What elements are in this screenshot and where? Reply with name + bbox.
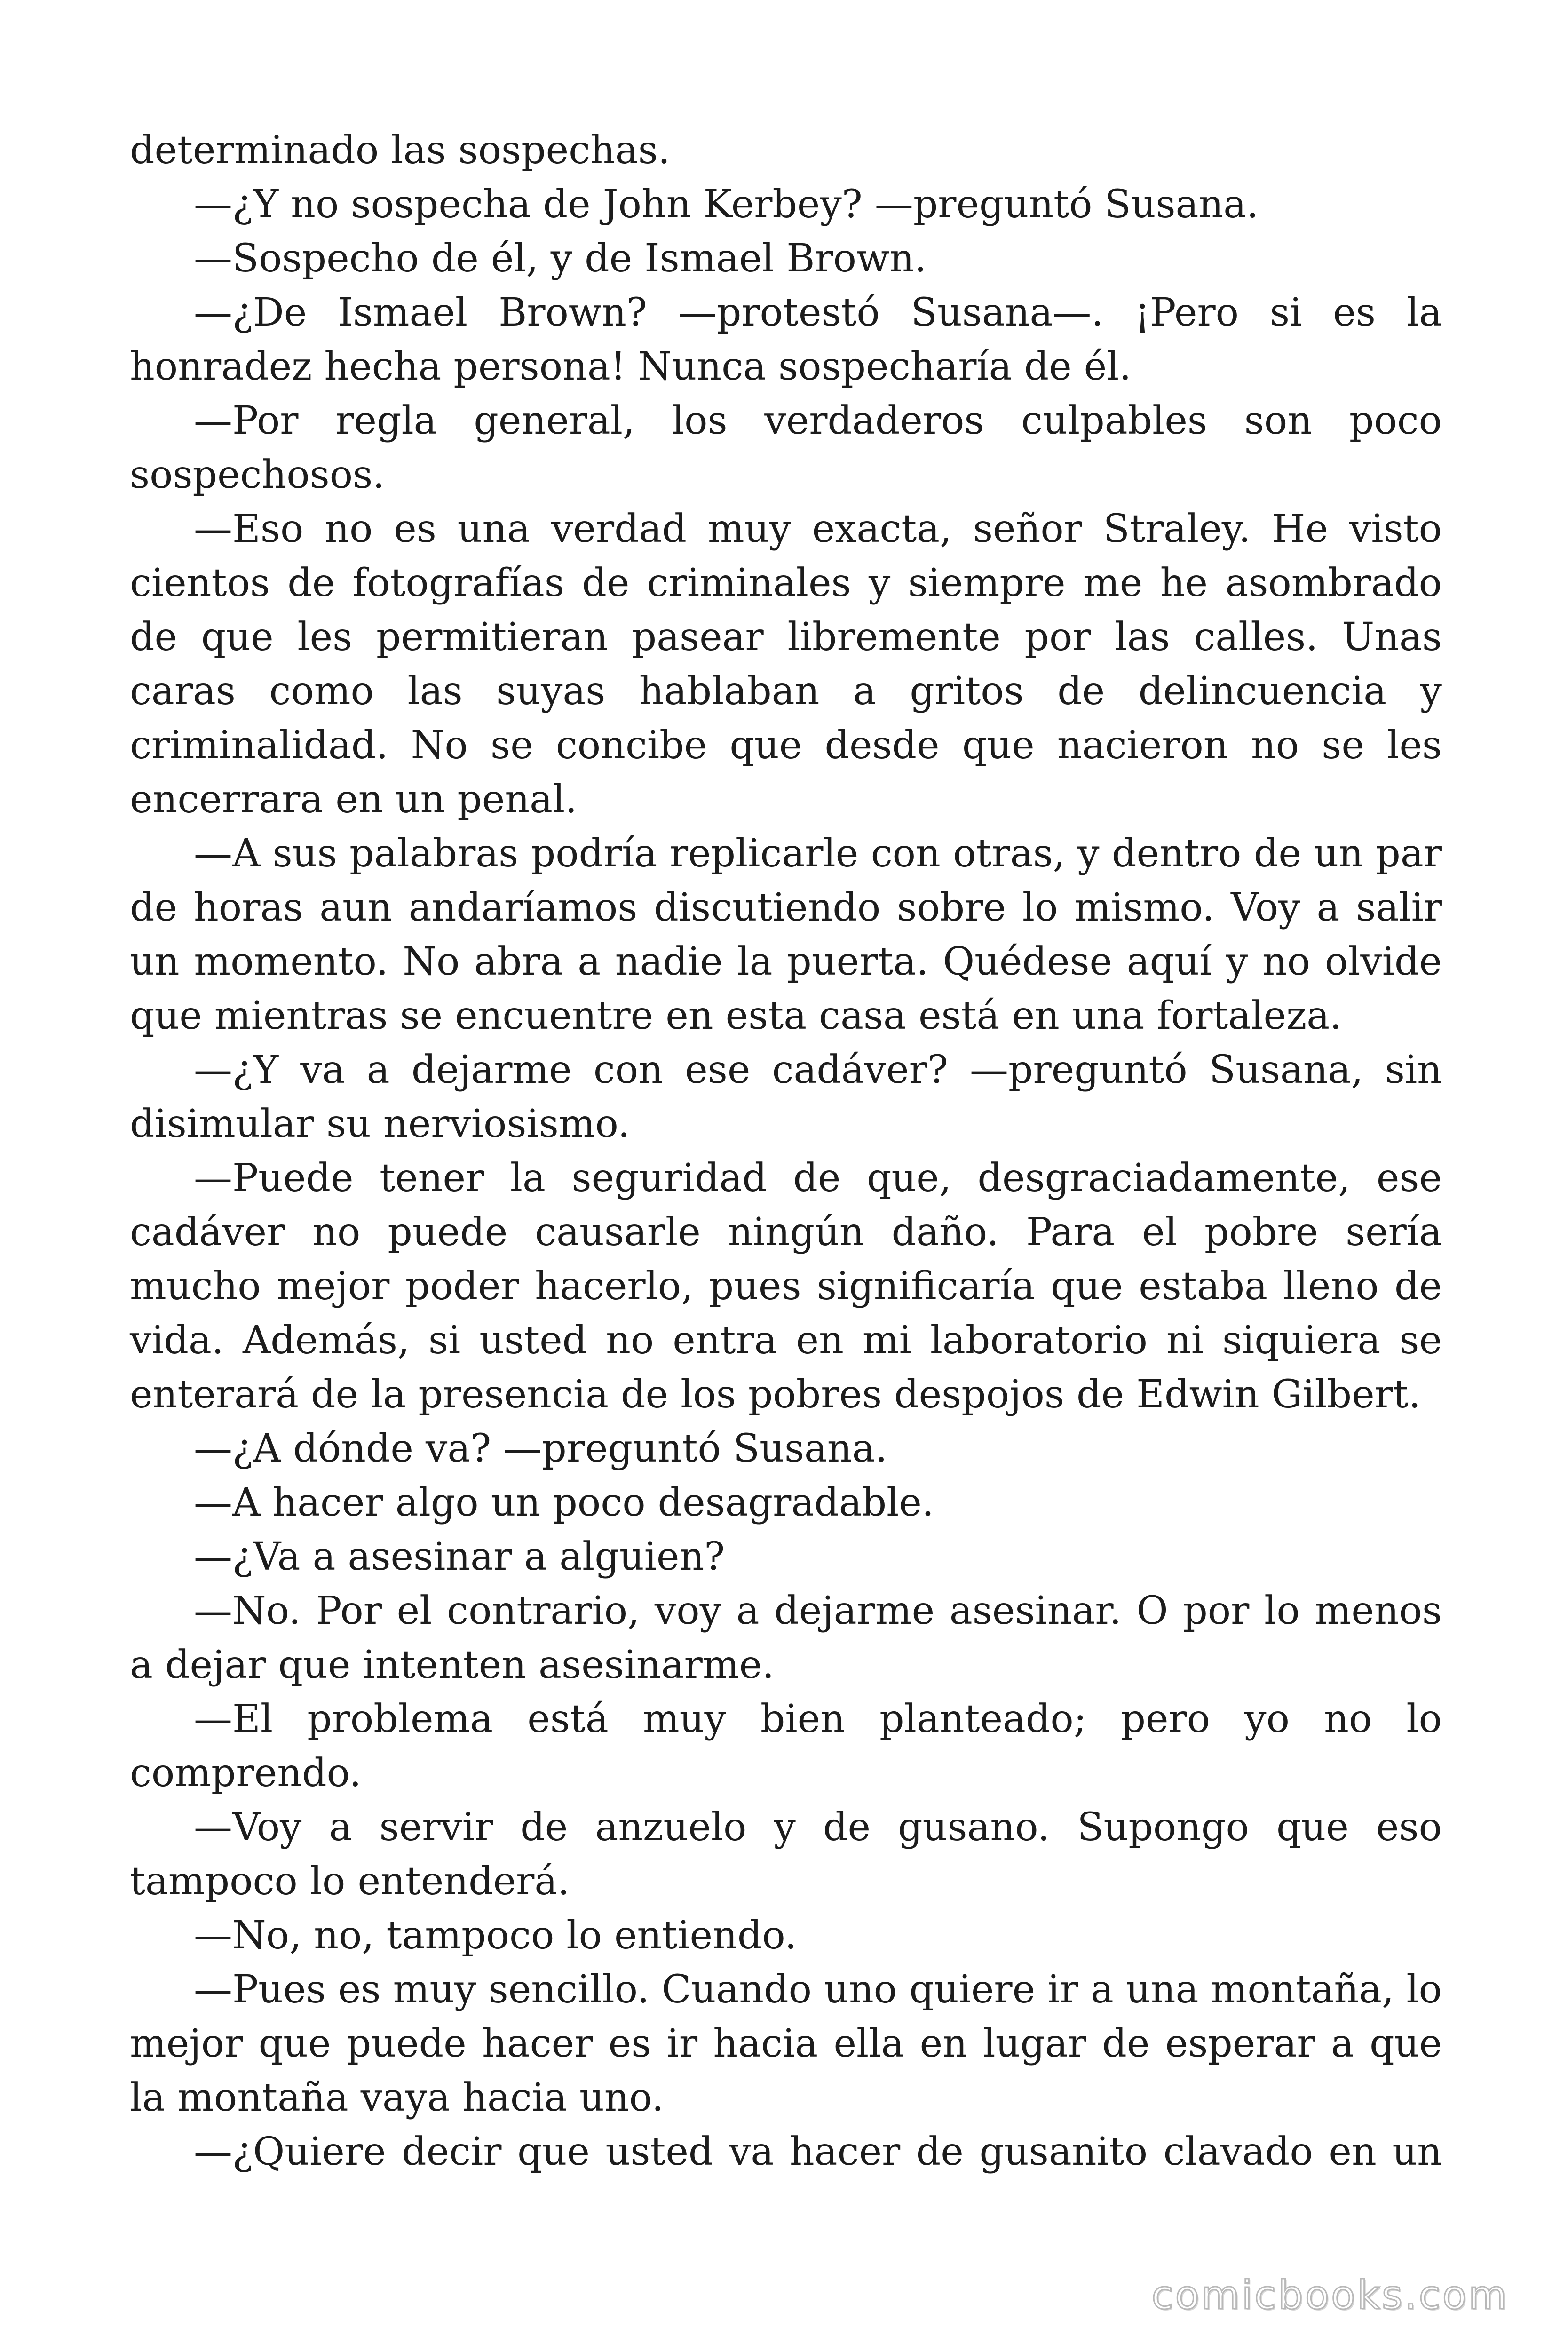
dialogue-paragraph: —No. Por el contrario, voy a dejarme asesinar. O por lo menos a dejar que intenten asesinarme. [130,1589,1442,1687]
dialogue-paragraph: —¿Y no sospecha de John Kerbey? —preguntó Susana. [194,182,1259,227]
dialogue-paragraph: —Pues es muy sencillo. Cuando uno quiere ir a una montaña, lo mejor que puede hacer es ir hacia ella en lugar de esperar a que la montaña vaya hacia uno. [130,1967,1442,2120]
dialogue-paragraph: —¿Y va a dejarme con ese cadáver? —preguntó Susana, sin disimular su nerviosismo. [130,1048,1442,1146]
dialogue-paragraph: —Sospecho de él, y de Ismael Brown. [194,236,927,281]
dialogue-paragraph: —Voy a servir de anzuelo y de gusano. Supongo que eso tampoco lo entenderá. [130,1805,1442,1904]
dialogue-paragraph: —¿A dónde va? —preguntó Susana. [194,1426,887,1471]
dialogue-paragraph: —Por regla general, los verdaderos culpables son poco sospechosos. [130,398,1442,497]
dialogue-paragraph: —No, no, tampoco lo entiendo. [194,1913,797,1958]
dialogue-paragraph: —A hacer algo un poco desagradable. [194,1480,934,1525]
paragraph-continuation: determinado las sospechas. [130,128,670,173]
dialogue-paragraph: —Eso no es una verdad muy exacta, señor Straley. He visto cientos de fotografías de criminales y siempre me he asombrado de que les permitieran pasear libremente por las calles. Unas caras como las suyas hablaban a gritos de delincuencia y criminalidad. No se concibe que desde que nacieron no se les encerrara en un penal. [130,507,1442,822]
watermark-logo: comicbooks.com [1151,2272,1509,2318]
dialogue-paragraph-cut: —¿Quiere decir que usted va hacer de gusanito clavado en un [194,2130,1442,2174]
dialogue-paragraph: —El problema está muy bien planteado; pero yo no lo comprendo. [130,1697,1442,1796]
page-text-body [130,123,1442,2179]
dialogue-paragraph: —¿De Ismael Brown? —protestó Susana—. ¡Pero si es la honradez hecha persona! Nunca sospecharía de él. [130,290,1442,389]
dialogue-paragraph: —Puede tener la seguridad de que, desgraciadamente, ese cadáver no puede causarle ningún daño. Para el pobre sería mucho mejor poder hacerlo, pues significaría que estaba lleno de vida. Además, si usted no entra en mi laboratorio ni siquiera se enterará de la presencia de los pobres despojos de Edwin Gilbert. [130,1156,1442,1417]
dialogue-paragraph: —A sus palabras podría replicarle con otras, y dentro de un par de horas aun andaríamos discutiendo sobre lo mismo. Voy a salir un momento. No abra a nadie la puerta. Quédese aquí y no olvide que mientras se encuentre en esta casa está en una fortaleza. [130,831,1442,1038]
dialogue-paragraph: —¿Va a asesinar a alguien? [194,1534,725,1579]
